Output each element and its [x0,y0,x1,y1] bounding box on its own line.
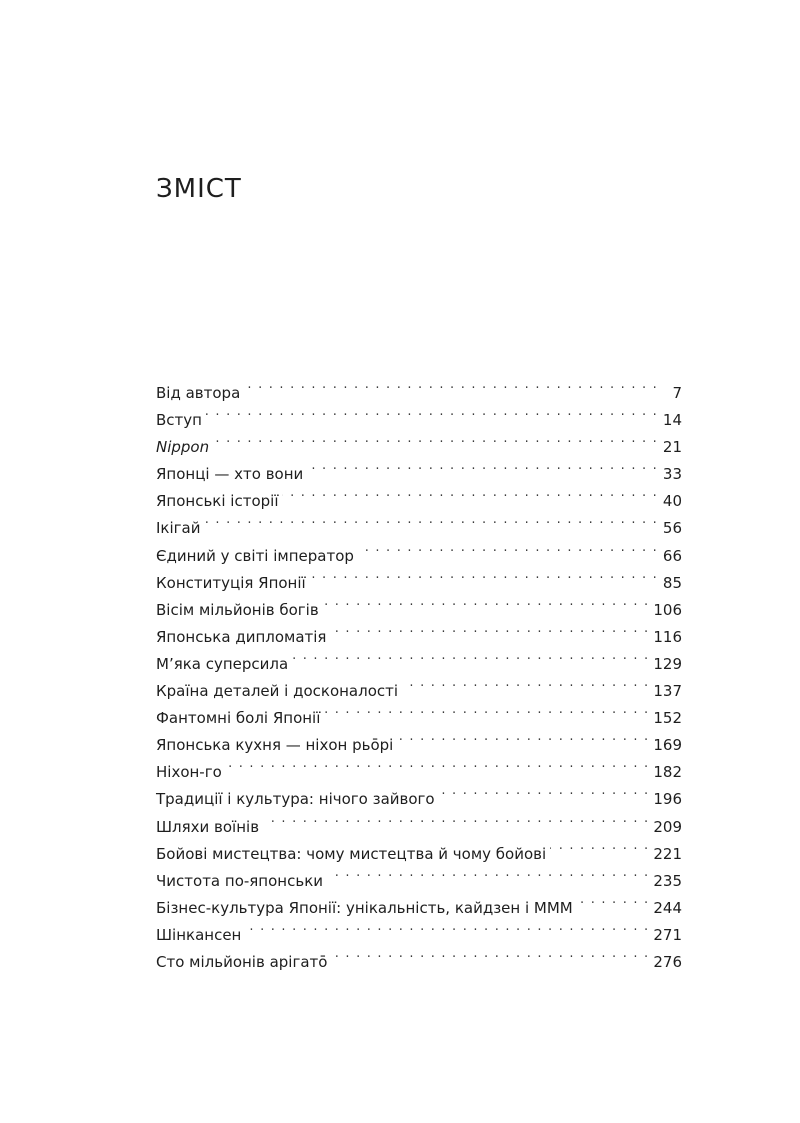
toc-entry-page-number: 66 [662,546,682,565]
dot-leader [213,425,658,452]
toc-entry-page-number: 196 [653,790,682,809]
toc-entry [156,750,682,782]
toc-entry-title: Вісім мільйонів богів [156,600,319,619]
toc-entry-title: Ікігай [156,519,201,538]
dot-leader [577,886,650,913]
toc-entry [156,534,682,565]
toc-entry-title: Фантомні болі Японії [156,709,321,728]
toc-entry-page-number: 169 [653,736,682,755]
toc-entry-title: Сто мільйонів арігатō [156,952,328,971]
toc-entry-title: Японці — хто вони [156,465,304,484]
dot-leader [358,534,658,561]
toc-entry-page-number: 21 [662,438,682,457]
toc-entry-title: Вступ [156,411,202,430]
toc-entry-title: М’яка суперсила [156,654,289,673]
toc-entry-title: Ніхон-го [156,763,222,782]
toc-entry-page-number: 129 [653,654,682,673]
toc-entry-title: Шінкансен [156,925,242,944]
toc-entry-title: Традиції і культура: нічого зайвого [156,790,435,809]
toc-entry-title: Конституція Японії [156,573,306,592]
toc-entry-page-number: 33 [662,465,682,484]
toc-entry-page-number: 56 [662,519,682,538]
toc-entry-page-number: 106 [653,600,682,619]
toc-entry [156,506,682,538]
toc-entry-page-number: 276 [653,952,682,971]
dot-leader [397,723,649,750]
toc-entry-title: Японські історії [156,492,279,511]
dot-leader [307,452,658,479]
toc-entry-page-number: 271 [653,925,682,944]
dot-leader [324,696,649,723]
toc-entry-title: Японська кухня — ніхон рьōрі [156,736,394,755]
toc-entry-title: Від автора [156,384,241,402]
toc-entry-page-number: 7 [672,384,682,402]
dot-leader [310,561,658,588]
toc-entry-title: Шляхи воїнів [156,817,260,836]
toc-entry-page-number: 116 [653,627,682,646]
dot-leader [402,669,649,696]
table-of-contents [156,371,682,971]
toc-entry-title: Японська дипломатія [156,627,327,646]
dot-leader [244,371,658,398]
toc-entry-title: Бойові мистецтва: чому мистецтва й чому бойові [156,844,547,863]
dot-leader [292,642,649,669]
dot-leader [327,859,649,886]
toc-entry-title: Nippon [156,438,210,457]
toc-entry-page-number: 244 [653,898,682,917]
dot-leader [245,913,649,940]
dot-leader [226,750,650,777]
dot-leader [550,832,649,859]
toc-entry-page-number: 152 [653,709,682,728]
toc-entry [156,398,682,430]
dot-leader [263,805,649,832]
dot-leader [204,506,658,533]
toc-entry-page-number: 182 [653,763,682,782]
toc-entry-page-number: 137 [653,682,682,701]
toc-entry [156,371,682,402]
toc-entry-title: Бізнес-культура Японії: унікальність, кайдзен і МММ [156,898,573,917]
dot-leader [206,398,658,425]
toc-entry-title: Країна деталей і досконалості [156,682,399,701]
toc-entry [156,452,682,484]
page-title: ЗМІСТ [156,174,242,204]
toc-entry-page-number: 14 [662,411,682,430]
dot-leader [282,479,658,506]
toc-entry-page-number: 235 [653,871,682,890]
toc-entry-title: Єдиний у світі імператор [156,546,354,565]
dot-leader [331,940,649,967]
toc-entry-page-number: 85 [662,573,682,592]
toc-entry-page-number: 40 [662,492,682,511]
dot-leader [330,615,649,642]
dot-leader [323,588,650,615]
dot-leader [439,777,650,804]
toc-entry-page-number: 221 [653,844,682,863]
toc-entry [156,425,682,457]
toc-entry-page-number: 209 [653,817,682,836]
toc-entry [156,777,682,809]
toc-entry-title: Чистота по-японськи [156,871,323,890]
